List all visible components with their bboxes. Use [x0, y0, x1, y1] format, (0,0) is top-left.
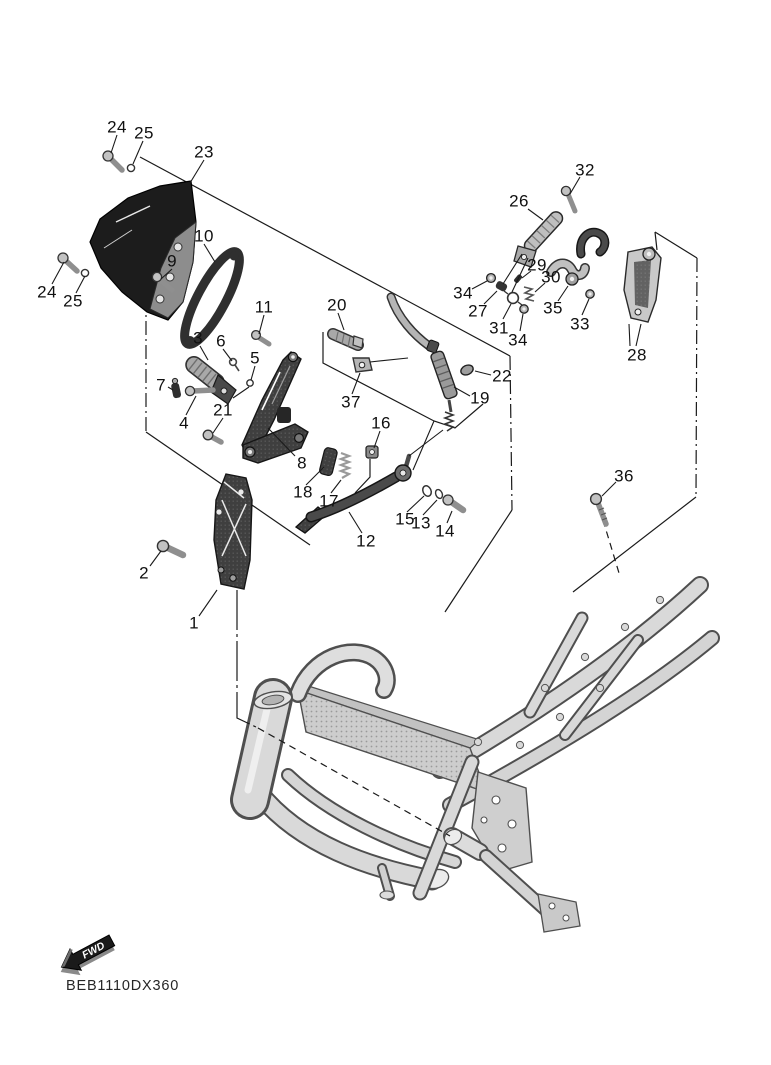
- callout-22: 22: [492, 366, 512, 386]
- callout-35: 35: [543, 298, 563, 318]
- fwd-arrow-label: FWD: [80, 939, 107, 962]
- callout-33: 33: [570, 314, 590, 334]
- callout-6: 6: [216, 331, 226, 351]
- callout-24: 24: [107, 117, 127, 137]
- callout-24: 24: [37, 282, 57, 302]
- callout-16: 16: [371, 413, 391, 433]
- callout-11: 11: [254, 297, 274, 317]
- callout-3: 3: [193, 328, 203, 348]
- callout-1: 1: [189, 613, 199, 633]
- callout-34: 34: [508, 330, 528, 350]
- callout-28: 28: [627, 345, 647, 365]
- callout-15: 15: [395, 509, 415, 529]
- diagram-code: BEB1110DX360: [66, 978, 180, 994]
- callout-12: 12: [356, 531, 376, 551]
- callout-8: 8: [297, 453, 307, 473]
- callout-13: 13: [411, 513, 431, 533]
- callout-20: 20: [327, 295, 347, 315]
- callout-9: 9: [167, 251, 177, 271]
- callout-7: 7: [156, 375, 166, 395]
- callout-26: 26: [509, 191, 529, 211]
- callout-37: 37: [341, 392, 361, 412]
- callout-34: 34: [453, 283, 473, 303]
- callout-23: 23: [194, 142, 214, 162]
- callout-19: 19: [470, 388, 490, 408]
- callout-14: 14: [435, 521, 455, 541]
- callout-10: 10: [194, 226, 214, 246]
- callout-27: 27: [468, 301, 488, 321]
- callout-17: 17: [319, 491, 339, 511]
- callout-25: 25: [134, 123, 154, 143]
- callout-2: 2: [139, 563, 149, 583]
- callout-36: 36: [614, 466, 634, 486]
- callout-25: 25: [63, 291, 83, 311]
- callout-32: 32: [575, 160, 595, 180]
- callout-31: 31: [489, 318, 509, 338]
- callout-21: 21: [213, 400, 233, 420]
- callout-5: 5: [250, 348, 260, 368]
- callout-4: 4: [179, 413, 189, 433]
- callout-29: 29: [527, 255, 547, 275]
- callout-30: 30: [541, 267, 561, 287]
- callout-18: 18: [293, 482, 313, 502]
